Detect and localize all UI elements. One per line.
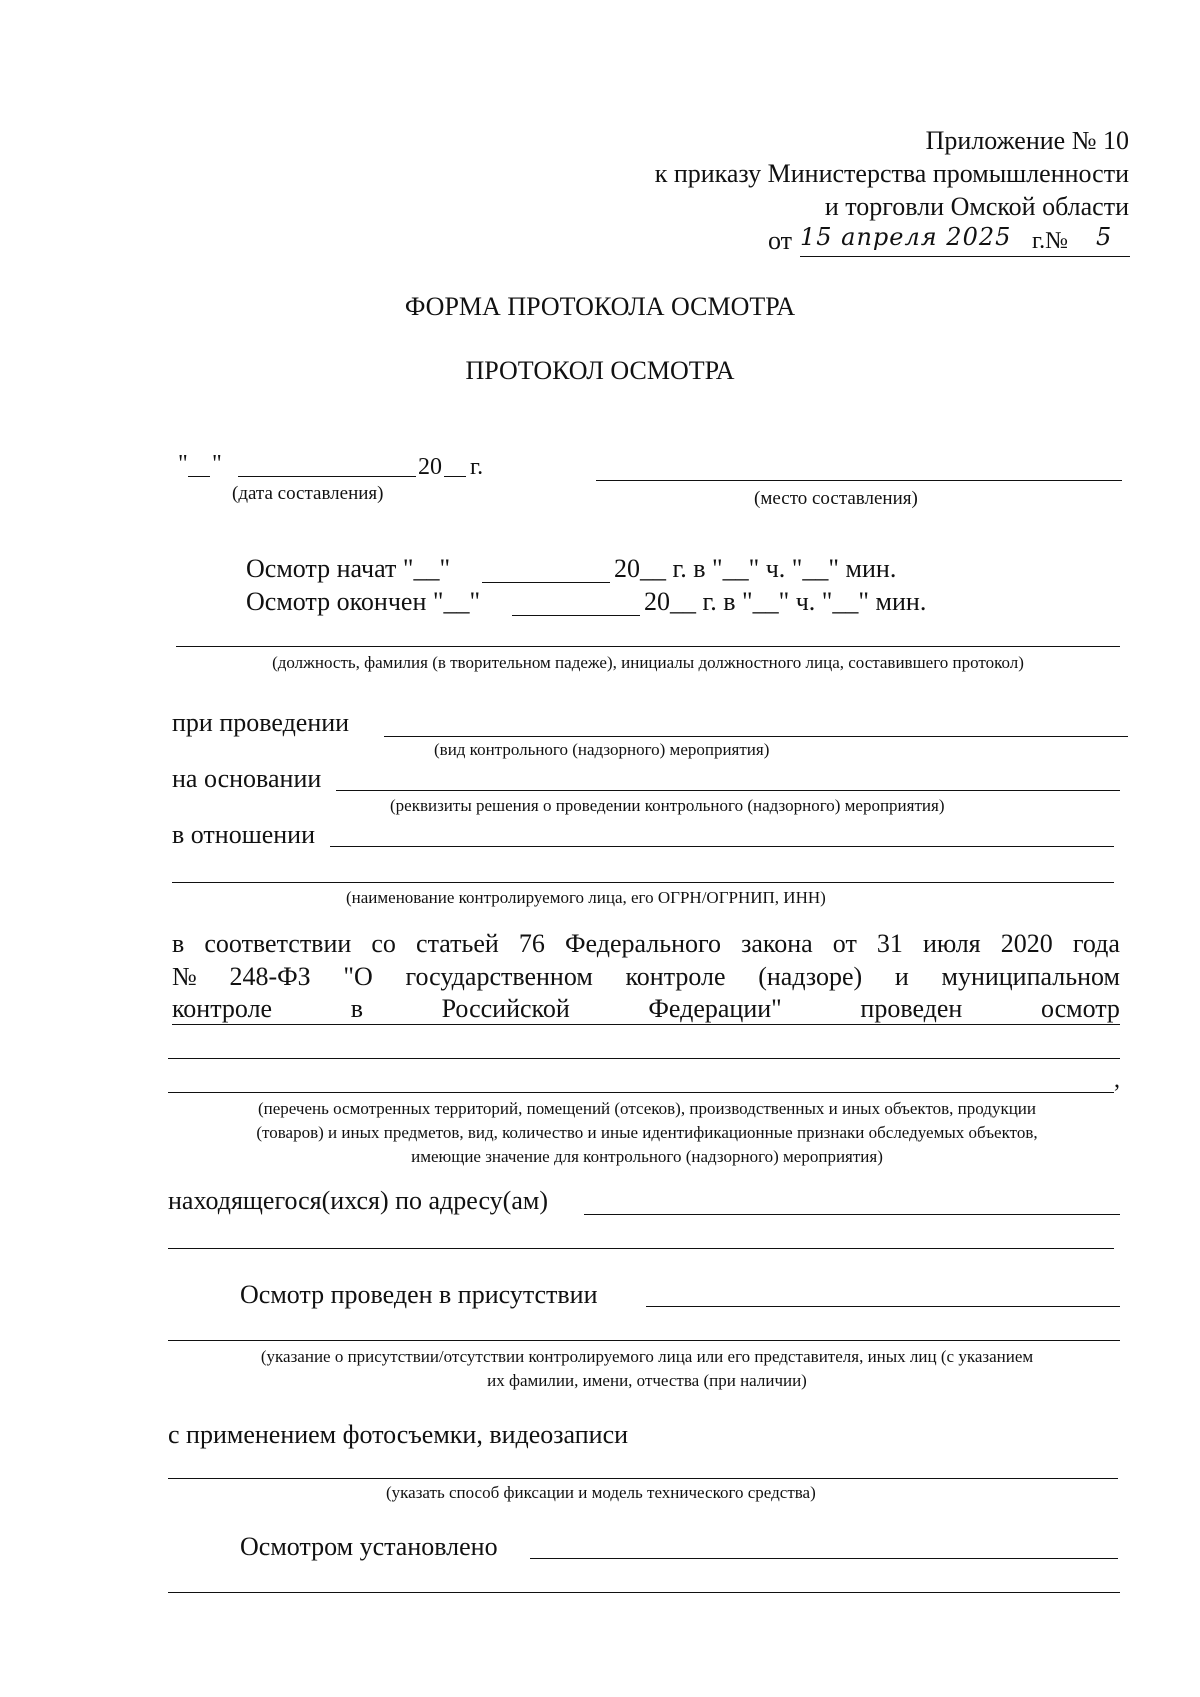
law-word: соответствии bbox=[204, 929, 352, 958]
law-word: проведен bbox=[860, 994, 963, 1023]
basis-blank bbox=[336, 790, 1120, 791]
during-caption: (вид контрольного (надзорного) мероприятия) bbox=[434, 740, 770, 759]
law-line-2 bbox=[172, 964, 1120, 990]
established-label: Осмотром установлено bbox=[240, 1532, 498, 1561]
law-word: контроле bbox=[625, 962, 726, 991]
inspection-end-tail: 20__ г. в "__" ч. "__" мин. bbox=[644, 587, 927, 616]
address-blank bbox=[584, 1214, 1120, 1215]
basis-label: на основании bbox=[172, 764, 322, 793]
date-quote-open: " bbox=[178, 451, 188, 477]
law-line-1 bbox=[172, 931, 1120, 957]
year-blank bbox=[444, 476, 466, 477]
law-word: статьей bbox=[416, 929, 499, 958]
objects-comma: , bbox=[1114, 1067, 1120, 1093]
presence-caption-1: (указание о присутствии/отсутствии контролируемого лица или его представителя, иных лиц (с указанием bbox=[260, 1347, 1034, 1366]
order-date-underline bbox=[800, 256, 1130, 257]
handwritten-number: 5 bbox=[1096, 223, 1113, 251]
objects-blank-1 bbox=[168, 1058, 1120, 1059]
form-title: ФОРМА ПРОТОКОЛА ОСМОТРА bbox=[404, 292, 796, 321]
regarding-blank-2 bbox=[172, 882, 1114, 883]
handwritten-date: 15 апреля 2025 bbox=[800, 223, 1012, 251]
official-caption: (должность, фамилия (в творительном падеже), инициалы должностного лица, составившего протокол) bbox=[272, 653, 1024, 672]
recording-blank bbox=[168, 1478, 1118, 1479]
recording-caption: (указать способ фиксации и модель технического средства) bbox=[386, 1483, 816, 1502]
law-word: от bbox=[832, 929, 857, 958]
law-line-3-underline bbox=[172, 1024, 1120, 1025]
day-blank bbox=[188, 476, 210, 477]
appendix-number: Приложение № 10 bbox=[925, 126, 1129, 155]
basis-caption: (реквизиты решения о проведении контрольного (надзорного) мероприятия) bbox=[390, 796, 945, 815]
law-word: государственном bbox=[405, 962, 593, 991]
official-blank bbox=[176, 646, 1120, 647]
regarding-caption: (наименование контролируемого лица, его ОГРН/ОГРНИП, ИНН) bbox=[346, 888, 826, 907]
law-word: и bbox=[894, 962, 909, 991]
law-line-3 bbox=[172, 996, 1120, 1022]
year-prefix: 20 bbox=[418, 454, 442, 480]
regarding-blank bbox=[330, 846, 1114, 847]
inspection-start-tail: 20__ г. в "__" ч. "__" мин. bbox=[614, 554, 897, 583]
address-label: находящегося(ихся) по адресу(ам) bbox=[168, 1186, 548, 1215]
month-blank bbox=[238, 476, 416, 477]
protocol-title: ПРОТОКОЛ ОСМОТРА bbox=[465, 356, 735, 385]
place-caption: (место составления) bbox=[754, 488, 918, 509]
established-blank-2 bbox=[168, 1592, 1120, 1593]
law-word: 76 bbox=[518, 929, 545, 958]
objects-caption-2: (товаров) и иных предметов, вид, количество и иные идентификационные признаки обследуемых объектов, bbox=[256, 1123, 1038, 1142]
inspection-end-label: Осмотр окончен "__" bbox=[246, 587, 481, 616]
law-word: контроле bbox=[172, 994, 273, 1023]
inspection-start-label: Осмотр начат "__" bbox=[246, 554, 451, 583]
law-word: года bbox=[1072, 929, 1120, 958]
order-number-mark: г.№ bbox=[1032, 228, 1069, 254]
date-caption: (дата составления) bbox=[232, 483, 384, 504]
start-month-blank bbox=[482, 582, 610, 583]
law-word: 31 bbox=[876, 929, 903, 958]
law-word: июля bbox=[923, 929, 981, 958]
law-word: Федерации" bbox=[648, 994, 782, 1023]
year-suffix: г. bbox=[470, 454, 484, 480]
recording-label: с применением фотосъемки, видеозаписи bbox=[168, 1420, 629, 1449]
order-line-1: к приказу Министерства промышленности bbox=[654, 159, 1129, 188]
law-word: муниципальном bbox=[941, 962, 1120, 991]
law-word: со bbox=[371, 929, 396, 958]
law-word: в bbox=[172, 929, 185, 958]
law-word: в bbox=[350, 994, 363, 1023]
presence-blank bbox=[646, 1306, 1120, 1307]
regarding-label: в отношении bbox=[172, 820, 316, 849]
law-word: "О bbox=[343, 962, 373, 991]
law-word: 248-ФЗ bbox=[229, 962, 311, 991]
presence-caption-2: их фамилии, имени, отчества (при наличии) bbox=[487, 1371, 807, 1390]
presence-label: Осмотр проведен в присутствии bbox=[240, 1280, 598, 1309]
presence-blank-2 bbox=[168, 1340, 1120, 1341]
objects-caption-3: имеющие значение для контрольного (надзорного) мероприятия) bbox=[411, 1147, 883, 1166]
law-word: Российской bbox=[441, 994, 570, 1023]
law-word: 2020 bbox=[1000, 929, 1053, 958]
law-word: закона bbox=[741, 929, 813, 958]
order-from-prefix: от bbox=[768, 226, 793, 255]
during-blank bbox=[384, 736, 1128, 737]
date-quote-close: " bbox=[212, 451, 222, 477]
law-word: № bbox=[172, 962, 197, 991]
order-line-2: и торговли Омской области bbox=[824, 192, 1129, 221]
during-label: при проведении bbox=[172, 708, 350, 737]
objects-blank-2 bbox=[168, 1092, 1114, 1093]
established-blank bbox=[530, 1558, 1118, 1559]
place-blank bbox=[596, 480, 1122, 481]
end-month-blank bbox=[512, 615, 640, 616]
law-word: Федерального bbox=[564, 929, 722, 958]
address-blank-2 bbox=[168, 1248, 1114, 1249]
law-word: (надзоре) bbox=[758, 962, 863, 991]
law-word: осмотр bbox=[1040, 994, 1120, 1023]
objects-caption-1: (перечень осмотренных территорий, помещений (отсеков), производственных и иных объектов, продукции bbox=[257, 1099, 1036, 1118]
